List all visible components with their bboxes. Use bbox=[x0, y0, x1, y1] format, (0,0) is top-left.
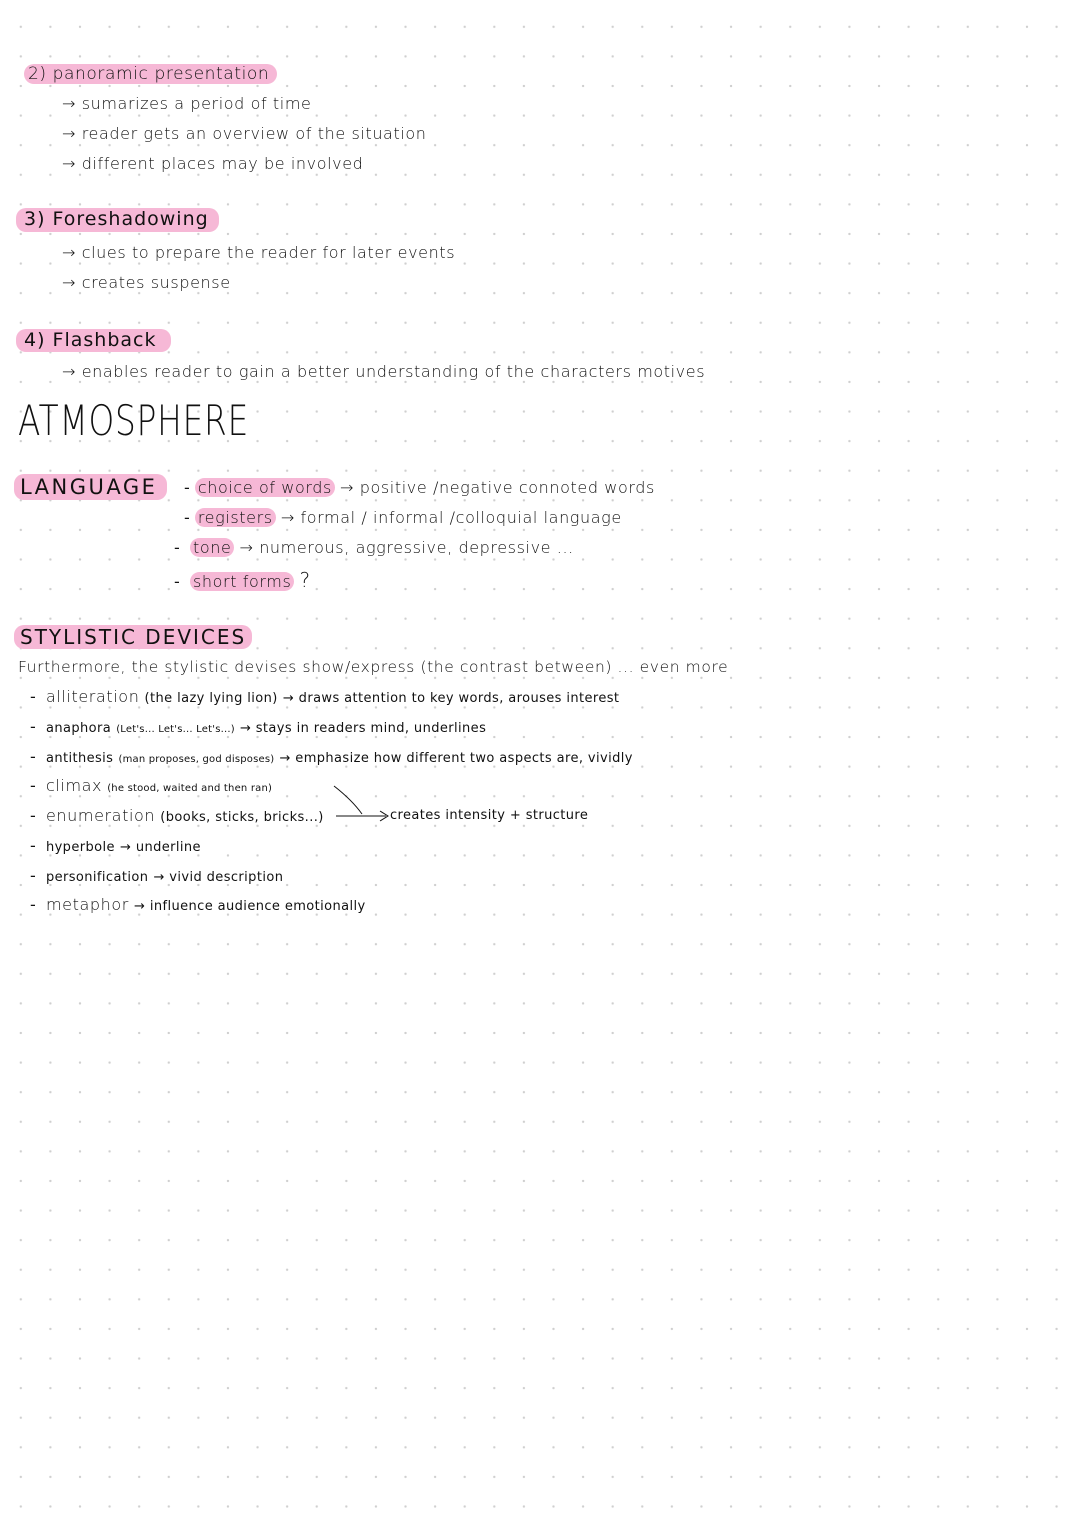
stylistic-item-3: - antithesis (man proposes, god disposes) → emphasize how different two aspects are, vividly bbox=[30, 747, 633, 766]
stylistic-item-3-name: antithesis bbox=[45, 751, 114, 766]
stylistic-item-4-name: climax bbox=[45, 776, 103, 795]
stylistic-intro: Furthermore, the stylistic devises show/express (the contrast between) ... even more bbox=[18, 658, 729, 676]
language-item-4: - short forms ? bbox=[174, 568, 311, 592]
stylistic-item-2-effect: → stays in readers mind, underlines bbox=[239, 721, 487, 736]
section-2-heading-wrap bbox=[24, 62, 277, 84]
section-2-line-1: → sumarizes a period of time bbox=[62, 94, 312, 113]
language-item-2-rest: → formal / informal /colloquial language bbox=[280, 508, 622, 527]
stylistic-item-7-name: personification bbox=[45, 870, 149, 885]
language-item-4-key: short forms bbox=[190, 572, 294, 591]
stylistic-item-5-effect: creates intensity + structure bbox=[390, 808, 589, 823]
language-item-3: - tone → numerous, aggressive, depressive ... bbox=[174, 538, 574, 557]
section-2-heading: 2) panoramic presentation bbox=[24, 64, 277, 84]
language-label: LANGUAGE bbox=[14, 474, 167, 500]
language-item-3-rest: → numerous, aggressive, depressive ... bbox=[239, 538, 574, 557]
stylistic-item-8-name: metaphor bbox=[45, 895, 129, 914]
language-item-2: - registers → formal / informal /colloquial language bbox=[184, 508, 622, 527]
language-item-1: - choice of words → positive /negative connoted words bbox=[184, 478, 655, 497]
language-item-1-key: choice of words bbox=[195, 478, 335, 497]
section-3-heading: 3) Foreshadowing bbox=[16, 208, 219, 232]
stylistic-item-5-example: (books, sticks, bricks...) bbox=[160, 810, 324, 825]
atmosphere-title: ATMOSPHERE bbox=[18, 396, 250, 445]
stylistic-label: STYLISTIC DEVICES bbox=[14, 625, 252, 649]
stylistic-item-5-name: enumeration bbox=[45, 806, 156, 825]
language-item-4-rest: ? bbox=[299, 568, 311, 592]
stylistic-item-3-effect: → emphasize how different two aspects are, vividly bbox=[279, 751, 633, 766]
stylistic-item-4: - climax (he stood, waited and then ran) bbox=[30, 776, 273, 795]
stylistic-item-2-name: anaphora bbox=[45, 721, 112, 736]
section-4-heading: 4) Flashback bbox=[16, 329, 171, 352]
stylistic-item-3-example: (man proposes, god disposes) bbox=[118, 754, 275, 765]
stylistic-item-6: - hyperbole → underline bbox=[30, 836, 201, 855]
section-3-line-1: → clues to prepare the reader for later events bbox=[62, 243, 456, 262]
stylistic-item-7-effect: → vivid description bbox=[153, 870, 284, 885]
stylistic-item-7: - personification → vivid description bbox=[30, 866, 284, 885]
stylistic-item-1-example: (the lazy lying lion) bbox=[144, 691, 278, 706]
stylistic-item-8: - metaphor → influence audience emotionally bbox=[30, 895, 366, 914]
bracket-arrow-icon bbox=[330, 780, 410, 830]
stylistic-item-6-effect: → underline bbox=[120, 840, 201, 855]
section-4-line-1: → enables reader to gain a better understanding of the characters motives bbox=[62, 362, 706, 381]
language-item-3-key: tone bbox=[190, 538, 234, 557]
section-2-line-2: → reader gets an overview of the situation bbox=[62, 124, 427, 143]
stylistic-item-5: - enumeration (books, sticks, bricks...) bbox=[30, 806, 324, 825]
section-3-line-2: → creates suspense bbox=[62, 273, 231, 292]
stylistic-item-1-effect: → draws attention to key words, arouses interest bbox=[282, 691, 620, 706]
language-item-1-rest: → positive /negative connoted words bbox=[340, 478, 655, 497]
stylistic-item-1: - alliteration (the lazy lying lion) → draws attention to key words, arouses interest bbox=[30, 687, 620, 706]
stylistic-item-2: - anaphora (Let's... Let's... Let's...) → stays in readers mind, underlines bbox=[30, 717, 487, 736]
stylistic-item-6-name: hyperbole bbox=[45, 840, 115, 855]
stylistic-item-1-name: alliteration bbox=[45, 687, 140, 706]
section-2-line-3: → different places may be involved bbox=[62, 154, 364, 173]
stylistic-item-2-example: (Let's... Let's... Let's...) bbox=[116, 724, 235, 735]
stylistic-item-8-effect: → influence audience emotionally bbox=[134, 899, 366, 914]
stylistic-item-4-example: (he stood, waited and then ran) bbox=[107, 783, 273, 794]
language-item-2-key: registers bbox=[195, 508, 276, 527]
